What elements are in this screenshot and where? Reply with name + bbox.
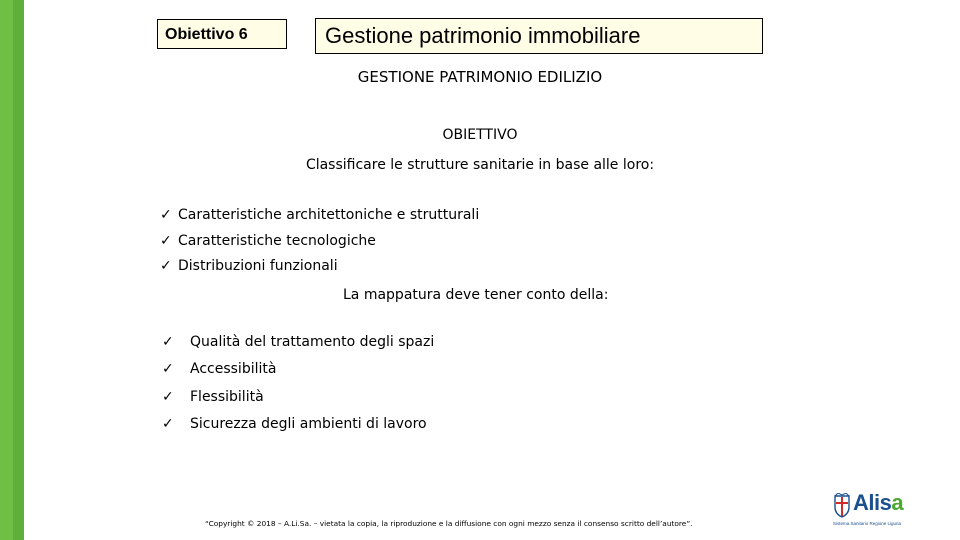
mapping-intro: La mappatura deve tener conto della: <box>343 287 609 303</box>
copyright-notice: “Copyright © 2018 – A.Li.Sa. – vietata la copia, la riproduzione e la diffusione con ogni mezzo senza il consenso scritto dell’autore”. <box>205 519 693 528</box>
slide-title: Gestione patrimonio immobiliare <box>325 23 641 48</box>
checkmark-icon: ✓ <box>162 361 174 378</box>
logo-tagline: Sistema Sanitario Regione Liguria <box>833 521 902 526</box>
objective-heading: OBIETTIVO <box>442 127 518 143</box>
list-item: ✓ Caratteristiche architettoniche e strutturali <box>160 207 480 223</box>
list-item: ✓ Qualità del trattamento degli spazi <box>162 334 435 350</box>
checkmark-icon: ✓ <box>162 415 174 432</box>
checkmark-icon: ✓ <box>160 232 172 249</box>
list-item: ✓ Accessibilità <box>162 361 277 378</box>
alisa-logo <box>831 490 923 529</box>
logo-wordmark: Alisa <box>853 490 904 515</box>
list-item: ✓ Sicurezza degli ambienti di lavoro <box>162 415 427 432</box>
mapping-list <box>162 334 434 443</box>
slide-title-box <box>315 18 763 54</box>
checkmark-icon: ✓ <box>160 258 172 274</box>
checkmark-icon: ✓ <box>160 207 172 223</box>
characteristics-list <box>160 207 479 284</box>
objective-label: Obiettivo 6 <box>165 26 248 43</box>
list-item: ✓ Flessibilità <box>162 388 264 405</box>
checkmark-icon: ✓ <box>162 334 174 350</box>
region-emblem-icon <box>832 493 852 519</box>
objective-description: Classificare le strutture sanitarie in base alle loro: <box>305 157 655 173</box>
section-subtitle: GESTIONE PATRIMONIO EDILIZIO <box>357 68 603 86</box>
objective-label-box <box>157 19 287 49</box>
checkmark-icon: ✓ <box>162 388 174 405</box>
list-item: ✓ Distribuzioni funzionali <box>160 258 338 274</box>
list-item: ✓ Caratteristiche tecnologiche <box>160 232 376 249</box>
